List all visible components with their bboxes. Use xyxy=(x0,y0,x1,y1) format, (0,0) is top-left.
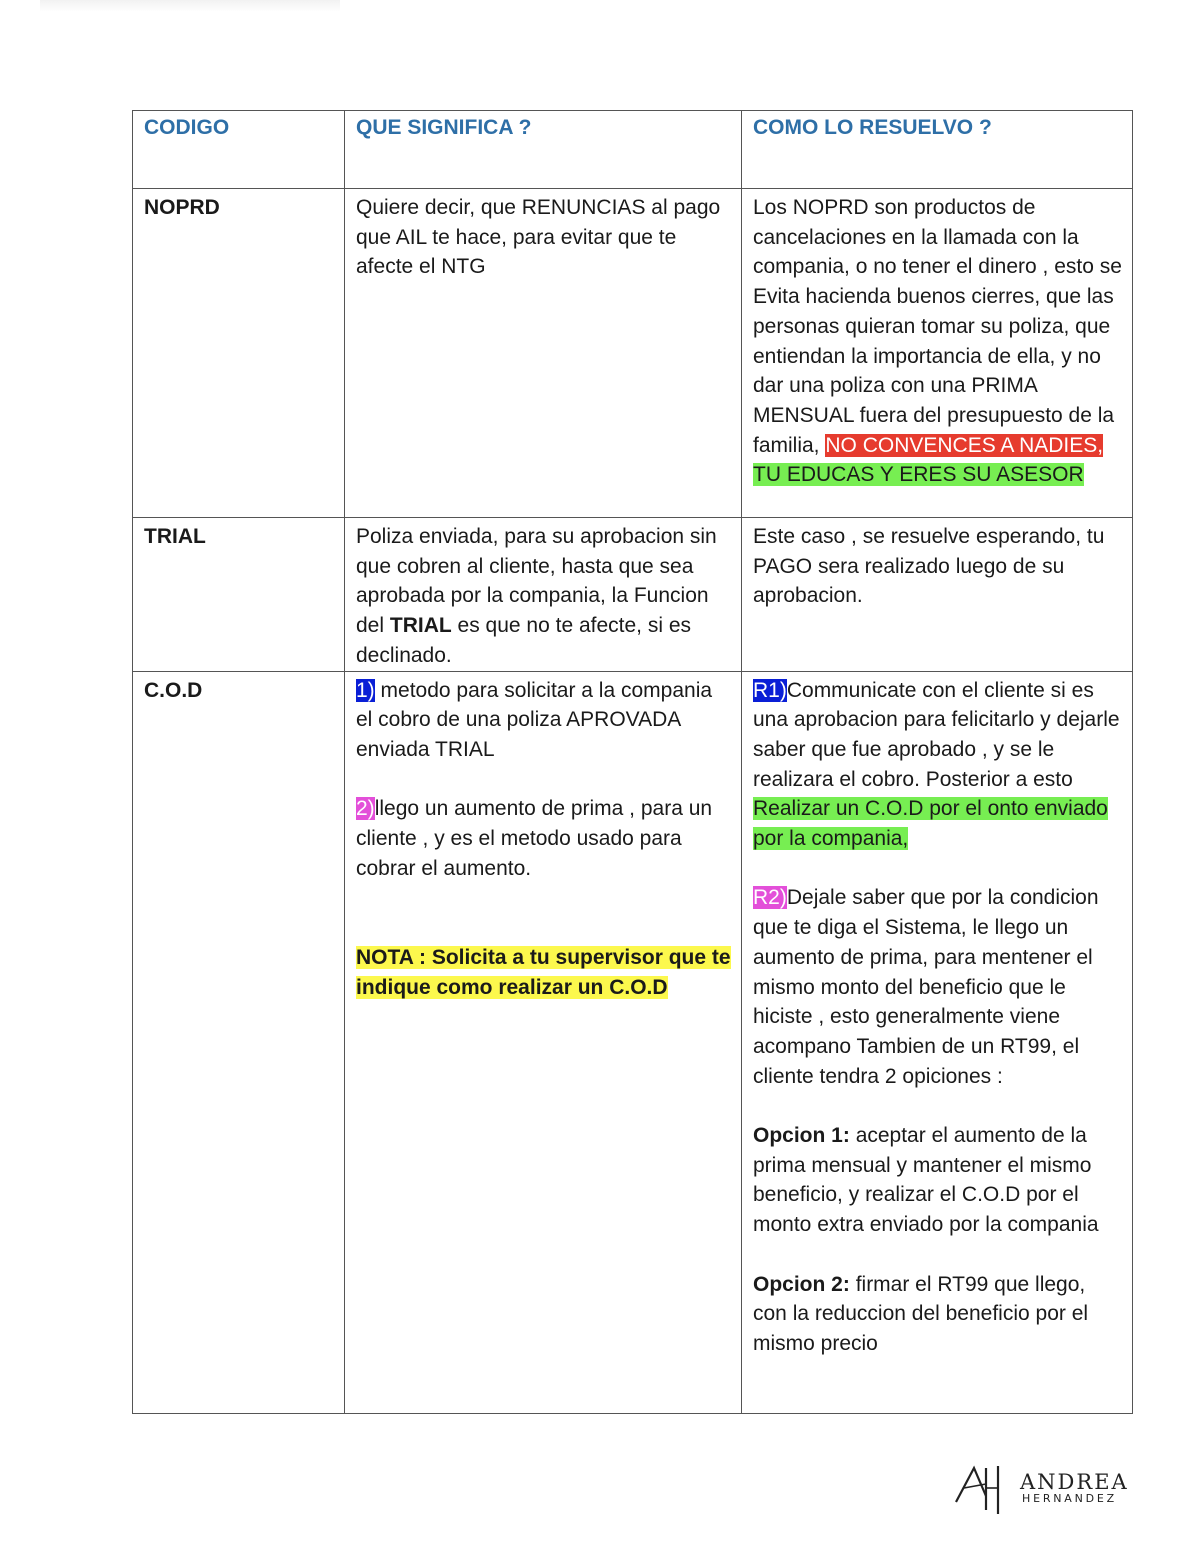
header-row xyxy=(133,111,1133,189)
tag-r1: R1) xyxy=(753,678,787,702)
highlight-nota: NOTA : Solicita a tu supervisor que te indique como realizar un C.O.D xyxy=(356,945,731,999)
solution-noprd-text: Los NOPRD son productos de cancelaciones en la llamada con la compania, o no tener el dinero , esto se Evita hacienda buenos cierres, que las personas quieran tomar su poliza, que entiendan la importancia de ella, y no dar una poliza con una PRIMA MENSUAL fuera del presupuesto de la familia, xyxy=(753,196,1122,457)
meaning-cod-text-1: metodo para solicitar a la compania el cobro de una poliza APROVADA enviada TRIAL xyxy=(356,678,713,761)
opcion-1-label: Opcion 1: xyxy=(753,1124,850,1148)
code-cod: C.O.D xyxy=(133,671,345,1413)
header-como-lo-resuelvo: COMO LO RESUELVO ? xyxy=(742,111,1133,189)
header-que-significa: QUE SIGNIFICA ? xyxy=(345,111,742,189)
codes-table xyxy=(132,110,1133,1414)
meaning-cod-item-2 xyxy=(356,794,733,883)
meaning-noprd: Quiere decir, que RENUNCIAS al pago que AIL te hace, para evitar que te afecte el NTG xyxy=(345,189,742,518)
logo-name: ANDREA xyxy=(1020,1470,1129,1494)
table-row-cod xyxy=(133,671,1133,1413)
code-trial: TRIAL xyxy=(133,518,345,672)
meaning-cod-text-2: llego un aumento de prima , para un cliente , y es el metodo usado para cobrar el aumento. xyxy=(356,797,713,880)
highlight-realizar-cod: Realizar un C.O.D por el onto enviado por la compania, xyxy=(753,797,1108,851)
solution-cod-r1-text: Communicate con el cliente si es una aprobacion para felicitarlo y dejarle saber que fue aprobado , y se le realizara el cobro. Posterior a esto xyxy=(753,678,1120,791)
opcion-1-text: aceptar el aumento de la prima mensual y mantener el mismo beneficio, y realizar el C.O.D por el monto extra enviado por la compania xyxy=(753,1124,1099,1237)
logo-sub: HERNANDEZ xyxy=(1022,1492,1118,1505)
solution-cod-r2-text: Dejale saber que por la condicion que te diga el Sistema, le llego un aumento de prima, para mentener el mismo monto del beneficio que le hiciste , esto generalmente viene acompano Tambien de un RT99, el cliente tendra 2 opiciones : xyxy=(753,886,1099,1088)
meaning-trial-text-a: Poliza enviada, para su aprobacion sin que cobren al cliente, hasta que sea aprobada por la compania, la Funcion del xyxy=(356,525,717,638)
brand-logo xyxy=(952,1462,1142,1518)
header-codigo: CODIGO xyxy=(133,111,345,189)
solution-cod-r1 xyxy=(753,676,1124,854)
solution-trial: Este caso , se resuelve esperando, tu PAGO sera realizado luego de su aprobacion. xyxy=(742,518,1133,672)
opcion-2-label: Opcion 2: xyxy=(753,1272,850,1296)
scan-shadow xyxy=(40,0,340,12)
code-noprd: NOPRD xyxy=(133,189,345,518)
opcion-2-text: firmar el RT99 que llego, con la reduccion del beneficio por el mismo precio xyxy=(753,1272,1089,1355)
meaning-trial-text-b: es que no te afecte, si es declinado. xyxy=(356,614,692,667)
meaning-cod-item-1 xyxy=(356,676,733,765)
solution-cod-r2 xyxy=(753,883,1124,1091)
solution-cod-opcion-2 xyxy=(753,1270,1124,1359)
table-row-trial xyxy=(133,518,1133,672)
solution-cod xyxy=(742,671,1133,1413)
nota-paragraph xyxy=(356,943,733,1002)
tag-2: 2) xyxy=(356,797,375,821)
solution-noprd xyxy=(742,189,1133,518)
solution-cod-opcion-1 xyxy=(753,1121,1124,1240)
tag-1: 1) xyxy=(356,678,375,702)
meaning-cod xyxy=(345,671,742,1413)
highlight-no-convences: NO CONVENCES A NADIES, xyxy=(825,433,1104,457)
tag-r2: R2) xyxy=(753,886,787,910)
meaning-trial-bold: TRIAL xyxy=(389,614,452,638)
table-row-noprd xyxy=(133,189,1133,518)
highlight-tu-educas: TU EDUCAS Y ERES SU ASESOR xyxy=(753,463,1084,487)
ah-monogram-icon xyxy=(952,1462,1008,1518)
meaning-trial xyxy=(345,518,742,672)
